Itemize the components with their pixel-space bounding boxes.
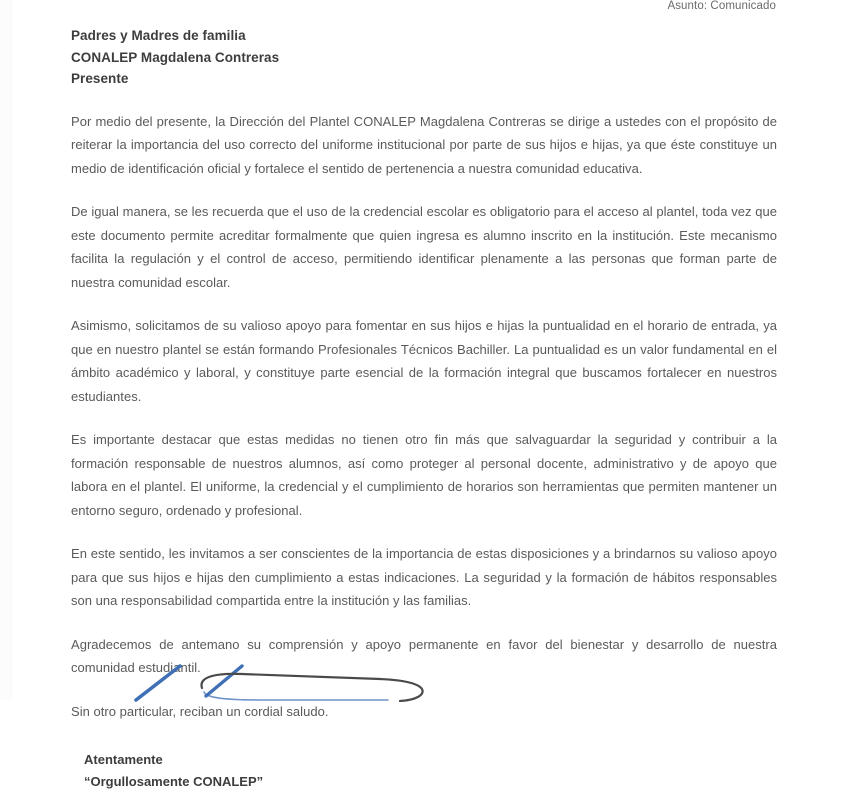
handwritten-signature <box>130 662 470 702</box>
subject-line: Asunto: Comunicado <box>667 0 776 12</box>
addressee-line-1: Padres y Madres de familia <box>71 28 246 43</box>
addressee-line-3: Presente <box>71 71 129 86</box>
body-paragraph-2: De igual manera, se les recuerda que el uso de la credencial escolar es obligatorio para el acceso al plantel, toda vez que este documento permite acreditar formalmente que quien ingresa es alumno inscrito en la institución. Este mecanismo facilita la regulación y el control de acceso, permitiendo identificar plenamente a las personas que forman parte de nuestra comunidad escolar. <box>71 204 777 290</box>
body-paragraph-5: En este sentido, les invitamos a ser conscientes de la importancia de estas disposiciones y a brindarnos su valioso apoyo para que sus hijos e hijas den cumplimiento a estas indicaciones. La seguridad y la formación de hábitos responsables son una responsabilidad compartida entre la institución y las familias. <box>71 546 777 608</box>
addressee-block <box>71 25 777 90</box>
body-paragraph-1: Por medio del presente, la Dirección del Plantel CONALEP Magdalena Contreras se dirige a ustedes con el propósito de reiterar la importancia del uso correcto del uniforme institucional por parte de sus hijos e hijas, ya que éste constituye un medio de identificación oficial y fortalece el sentido de pertenencia a nuestra comunidad educativa. <box>71 113 777 176</box>
closing-slogan: “Orgullosamente CONALEP” <box>84 774 264 789</box>
closing-block <box>84 749 777 793</box>
closing-salutation: Atentamente <box>84 752 163 767</box>
addressee-line-2: CONALEP Magdalena Contreras <box>71 49 280 65</box>
body-paragraph-3: Asimismo, solicitamos de su valioso apoyo para fomentar en sus hijos e hijas la puntualidad en el horario de entrada, ya que en nuestro plantel se están formando Profesionales Técnicos Bachiller. La puntualidad es un valor fundamental en el ámbito académico y laboral, y constituye parte esencial de la formación integral que buscamos fortalecer en nuestros estudiantes. <box>71 318 777 404</box>
body-paragraph-6: Agradecemos de antemano su comprensión y apoyo permanente en favor del bienestar y desarrollo de nuestra comunidad estudiantil. <box>71 636 777 675</box>
body-paragraph-4: Es importante destacar que estas medidas no tienen otro fin más que salvaguardar la seguridad y contribuir a la formación responsable de nuestros alumnos, así como proteger al personal docente, administrativo y de apoyo que labora en el plantel. El uniforme, la credencial y el cumplimiento de horarios son herramientas que permiten mantener un entorno seguro, ordenado y profesional. <box>71 432 777 518</box>
body-paragraph-7: Sin otro particular, reciban un cordial saludo. <box>71 703 329 719</box>
